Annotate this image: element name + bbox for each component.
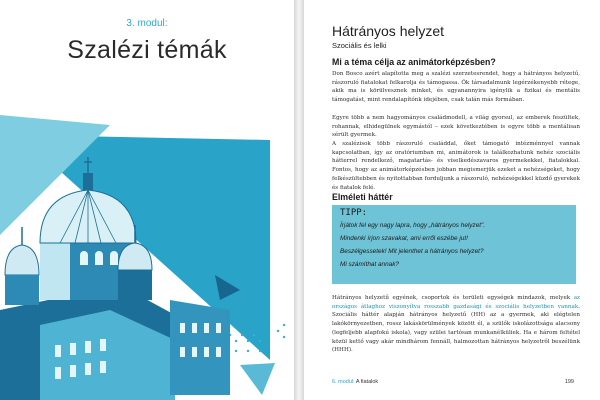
right-page — [304, 0, 600, 400]
footer-module-label: 6. modul: — [332, 379, 355, 385]
page-subtitle: Szociális és lelki — [332, 41, 387, 50]
lantern — [83, 173, 93, 190]
tip-line: Beszélgessetek! Mit jelenthet a hátrányos helyzet? — [340, 248, 484, 255]
footer-section: A fiatalok — [355, 379, 379, 385]
goal-paragraph-1: Don Bosco azért alapította meg a szalézi szerzetesrendet, hogy a hátrányos helyzetű, rászoruló fiatalokat felkarolja és támogassa. Ők társadalmunk legérzékenyebb rétege, akik ma is körülvesznek minket, és ugyanannyira igénylik a fizikai és mentális támogatást, mint rendalapítónk idejében, csak talán más formában. — [332, 71, 580, 104]
left-dome — [5, 245, 39, 275]
church-body-light — [40, 240, 70, 300]
left-page — [0, 0, 294, 400]
goal-heading: Mi a téma célja az animátorképzésben? — [332, 57, 496, 67]
module-title: Szalézi témák — [67, 36, 227, 64]
footer-module — [332, 379, 378, 385]
page-number: 199 — [564, 379, 574, 385]
goal-paragraph-3: A szalézisok több rászoruló családdal, őket támogató intézménnyel vannak kapcsolatban, így az oratóriumban mi, animátorok is találkozhatunk nehéz szociális hátterrel rendelkező, magatartás- és viselkedészavaros gyermekekkel, fiatalokkal. Fontos, hogy az animátorképzésben jobban megismerjük ezeket a nehézségeket, hogy felkészültebben és nyitottabban forduljunk a rászoruló, nehézségekkel küzdő gyerekek és fiatalok felé. — [332, 141, 580, 191]
book-gutter — [294, 0, 304, 400]
church-windows — [80, 251, 118, 265]
tip-title: TIPP: — [340, 208, 368, 218]
tip-line: Mindenki írjon szavakat, ami erről eszébe jut! — [340, 235, 468, 242]
goal-paragraph-2: Egyre több a nem hagyományos családmodell, a világ gyorsul, az emberek feszültek, rohannak, elhidegülnek egymástól – ezek következtében is egyre több a mentálisan sérült gyermek. — [332, 115, 580, 139]
tip-box — [332, 205, 576, 284]
theory-text-end: . Szociális háttér alapján hátrányos helyzetű (HH) az a gyermek, aki elégtelen lakókörnyezetben, rossz lakáskörülmények között él, a szülők iskolázottsága alacsony (legfeljebb alapfokú iskola), vagy szülei tartósan munkanélküliek. Ha e három feltétel közül kettő vagy akár mindhárom fennáll, halmozottan hátrányos helyzetről beszélünk (HHH). — [332, 303, 580, 354]
module-label: 3. modul: — [126, 18, 168, 29]
church-domes-illustration — [0, 95, 294, 400]
tip-line: Mi számíthat annak? — [340, 261, 399, 268]
theory-paragraph — [332, 294, 580, 355]
theory-highlight: az országos átlaghoz viszonyítva rosszabb gazdasági és szociális helyzetben vannak — [332, 295, 580, 310]
small-triangle-2 — [240, 363, 275, 395]
tip-line: Írjátok fel egy nagy lapra, hogy „hátrányos helyzet". — [340, 222, 486, 229]
theory-text-start: Hátrányos helyzetű egyének, csoportok és területi egységek mindazok, melyek — [332, 295, 574, 301]
theory-heading: Elméleti háttér — [332, 192, 393, 202]
page-title: Hátrányos helyzet — [332, 23, 445, 39]
